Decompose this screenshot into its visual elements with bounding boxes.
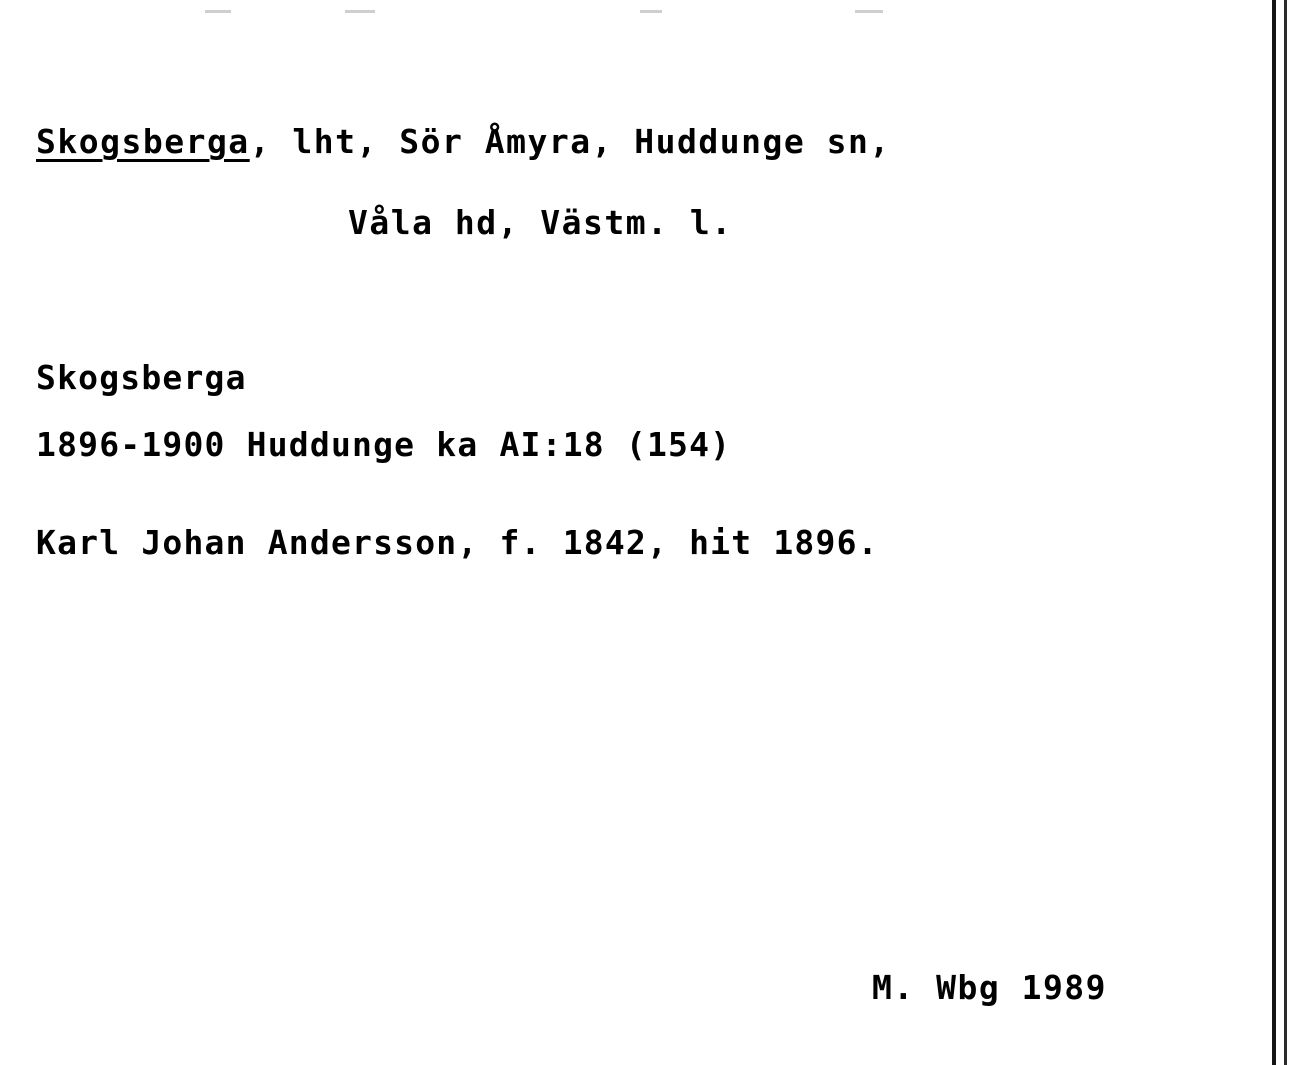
card-heading-line-1: [36, 122, 891, 161]
place-name: Skogsberga: [36, 122, 250, 161]
heading-qualifiers: , lht, Sör Åmyra, Huddunge sn,: [249, 122, 891, 161]
scan-edge-line-secondary: [1284, 0, 1287, 1065]
scan-speckle: [640, 10, 662, 13]
body-line-source-reference: 1896-1900 Huddunge ka AI:18 (154): [36, 425, 732, 464]
scan-speckle: [345, 10, 375, 13]
scan-speckle: [855, 10, 883, 13]
scan-speckle: [205, 10, 231, 13]
body-line-person-entry: Karl Johan Andersson, f. 1842, hit 1896.: [36, 523, 879, 562]
card-heading-line-2: Våla hd, Västm. l.: [348, 203, 733, 242]
card-signature: M. Wbg 1989: [872, 968, 1108, 1007]
scan-edge-line: [1272, 0, 1276, 1065]
body-line-place: Skogsberga: [36, 358, 247, 397]
